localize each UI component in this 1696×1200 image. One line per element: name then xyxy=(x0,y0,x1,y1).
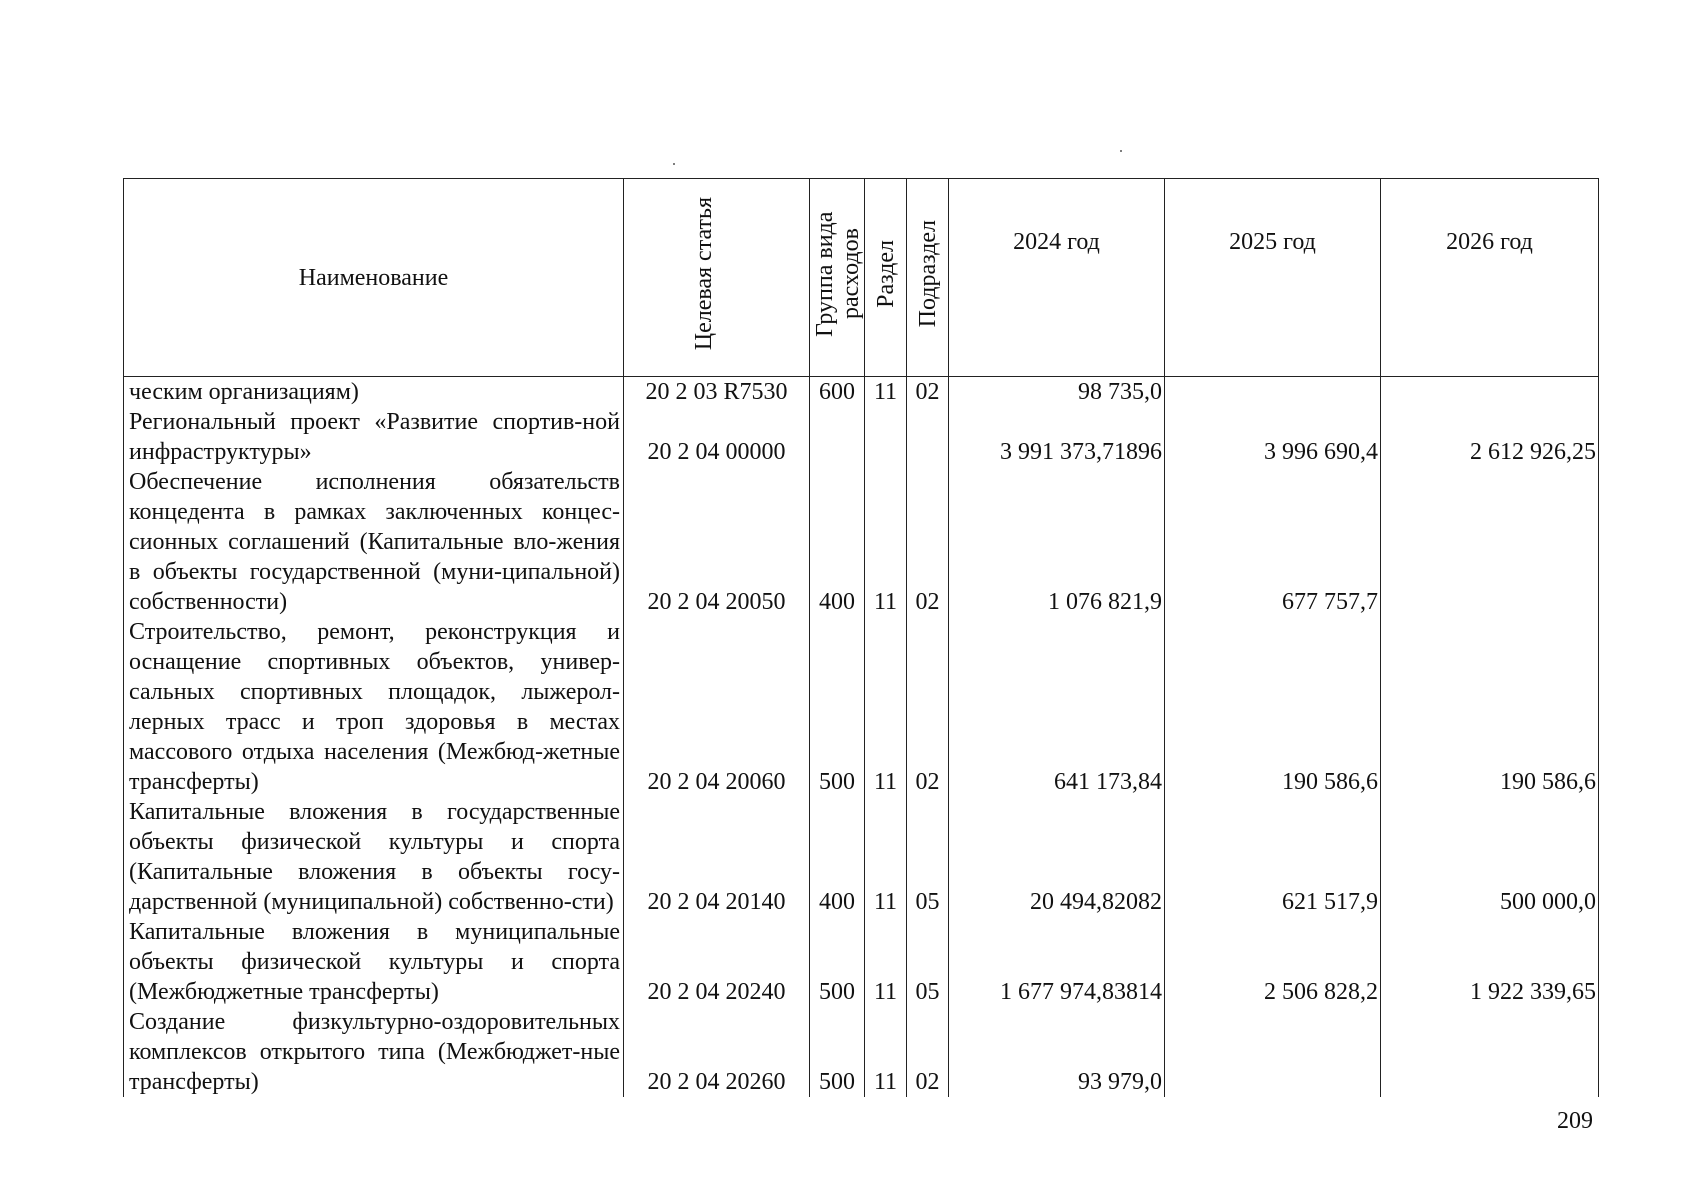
row-2025 xyxy=(1165,377,1381,408)
row-section: 11 xyxy=(865,377,907,408)
row-group xyxy=(810,407,865,467)
row-2026 xyxy=(1381,467,1599,617)
row-section: 11 xyxy=(865,617,907,797)
header-2024: 2024 год xyxy=(949,179,1165,377)
page-number: 209 xyxy=(1557,1108,1593,1134)
row-2026: 190 586,6 xyxy=(1381,617,1599,797)
header-target: Целевая статья xyxy=(624,179,810,377)
row-section: 11 xyxy=(865,797,907,917)
row-target: 20 2 04 20260 xyxy=(624,1007,810,1097)
scan-speck xyxy=(673,163,675,165)
budget-table xyxy=(123,178,1599,1097)
row-subsection: 02 xyxy=(907,1007,949,1097)
table-row xyxy=(124,797,1599,917)
table-row xyxy=(124,917,1599,1007)
row-name: Капитальные вложения в муниципальные объекты физической культуры и спорта (Межбюджетные трансферты) xyxy=(124,917,624,1007)
table-row xyxy=(124,407,1599,467)
budget-table-wrapper xyxy=(123,178,1599,1097)
row-name: Региональный проект «Развитие спортив-ной инфраструктуры» xyxy=(124,407,624,467)
row-target: 20 2 04 20060 xyxy=(624,617,810,797)
header-section: Раздел xyxy=(865,179,907,377)
table-row xyxy=(124,377,1599,408)
row-section xyxy=(865,407,907,467)
row-name: ческим организациям) xyxy=(124,377,624,408)
row-name: Обеспечение исполнения обязательств концедента в рамках заключенных концес-сионных соглашений (Капитальные вло-жения в объекты государственной (муни-ципальной) собственности) xyxy=(124,467,624,617)
table-row xyxy=(124,1007,1599,1097)
row-2024: 641 173,84 xyxy=(949,617,1165,797)
header-name: Наименование xyxy=(124,179,624,377)
row-2025: 2 506 828,2 xyxy=(1165,917,1381,1007)
row-subsection: 05 xyxy=(907,917,949,1007)
row-2025: 190 586,6 xyxy=(1165,617,1381,797)
header-subsection: Подраздел xyxy=(907,179,949,377)
row-section: 11 xyxy=(865,467,907,617)
row-subsection: 02 xyxy=(907,467,949,617)
row-2025: 3 996 690,4 xyxy=(1165,407,1381,467)
row-target: 20 2 04 20140 xyxy=(624,797,810,917)
row-2026: 2 612 926,25 xyxy=(1381,407,1599,467)
row-group: 400 xyxy=(810,797,865,917)
row-target: 20 2 04 20050 xyxy=(624,467,810,617)
row-group: 600 xyxy=(810,377,865,408)
row-2024: 20 494,82082 xyxy=(949,797,1165,917)
row-target: 20 2 04 00000 xyxy=(624,407,810,467)
row-2024: 1 677 974,83814 xyxy=(949,917,1165,1007)
table-row xyxy=(124,617,1599,797)
row-subsection: 02 xyxy=(907,617,949,797)
header-2026: 2026 год xyxy=(1381,179,1599,377)
row-2026: 500 000,0 xyxy=(1381,797,1599,917)
header-row xyxy=(124,179,1599,377)
row-name: Строительство, ремонт, реконструкция и оснащение спортивных объектов, универ-сальных спортивных площадок, лыжерол-лерных трасс и троп здоровья в местах массового отдыха населения (Межбюд-жетные трансферты) xyxy=(124,617,624,797)
row-subsection: 05 xyxy=(907,797,949,917)
row-2026 xyxy=(1381,377,1599,408)
row-subsection xyxy=(907,407,949,467)
row-2026 xyxy=(1381,1007,1599,1097)
row-2025 xyxy=(1165,1007,1381,1097)
row-target: 20 2 04 20240 xyxy=(624,917,810,1007)
row-group: 500 xyxy=(810,917,865,1007)
row-subsection: 02 xyxy=(907,377,949,408)
row-2024: 93 979,0 xyxy=(949,1007,1165,1097)
row-name: Создание физкультурно-оздоровительных комплексов открытого типа (Межбюджет-ные трансферты) xyxy=(124,1007,624,1097)
row-2024: 3 991 373,71896 xyxy=(949,407,1165,467)
scan-speck xyxy=(1120,150,1122,152)
row-2026: 1 922 339,65 xyxy=(1381,917,1599,1007)
row-2024: 98 735,0 xyxy=(949,377,1165,408)
row-name: Капитальные вложения в государственные объекты физической культуры и спорта (Капитальные вложения в объекты госу-дарственной (муниципальной) собственно-сти) xyxy=(124,797,624,917)
header-group: Группа вида расходов xyxy=(810,179,865,377)
row-2024: 1 076 821,9 xyxy=(949,467,1165,617)
row-2025: 677 757,7 xyxy=(1165,467,1381,617)
row-section: 11 xyxy=(865,1007,907,1097)
row-2025: 621 517,9 xyxy=(1165,797,1381,917)
row-group: 500 xyxy=(810,617,865,797)
row-target: 20 2 03 R7530 xyxy=(624,377,810,408)
table-row xyxy=(124,467,1599,617)
row-group: 400 xyxy=(810,467,865,617)
row-group: 500 xyxy=(810,1007,865,1097)
row-section: 11 xyxy=(865,917,907,1007)
header-2025: 2025 год xyxy=(1165,179,1381,377)
